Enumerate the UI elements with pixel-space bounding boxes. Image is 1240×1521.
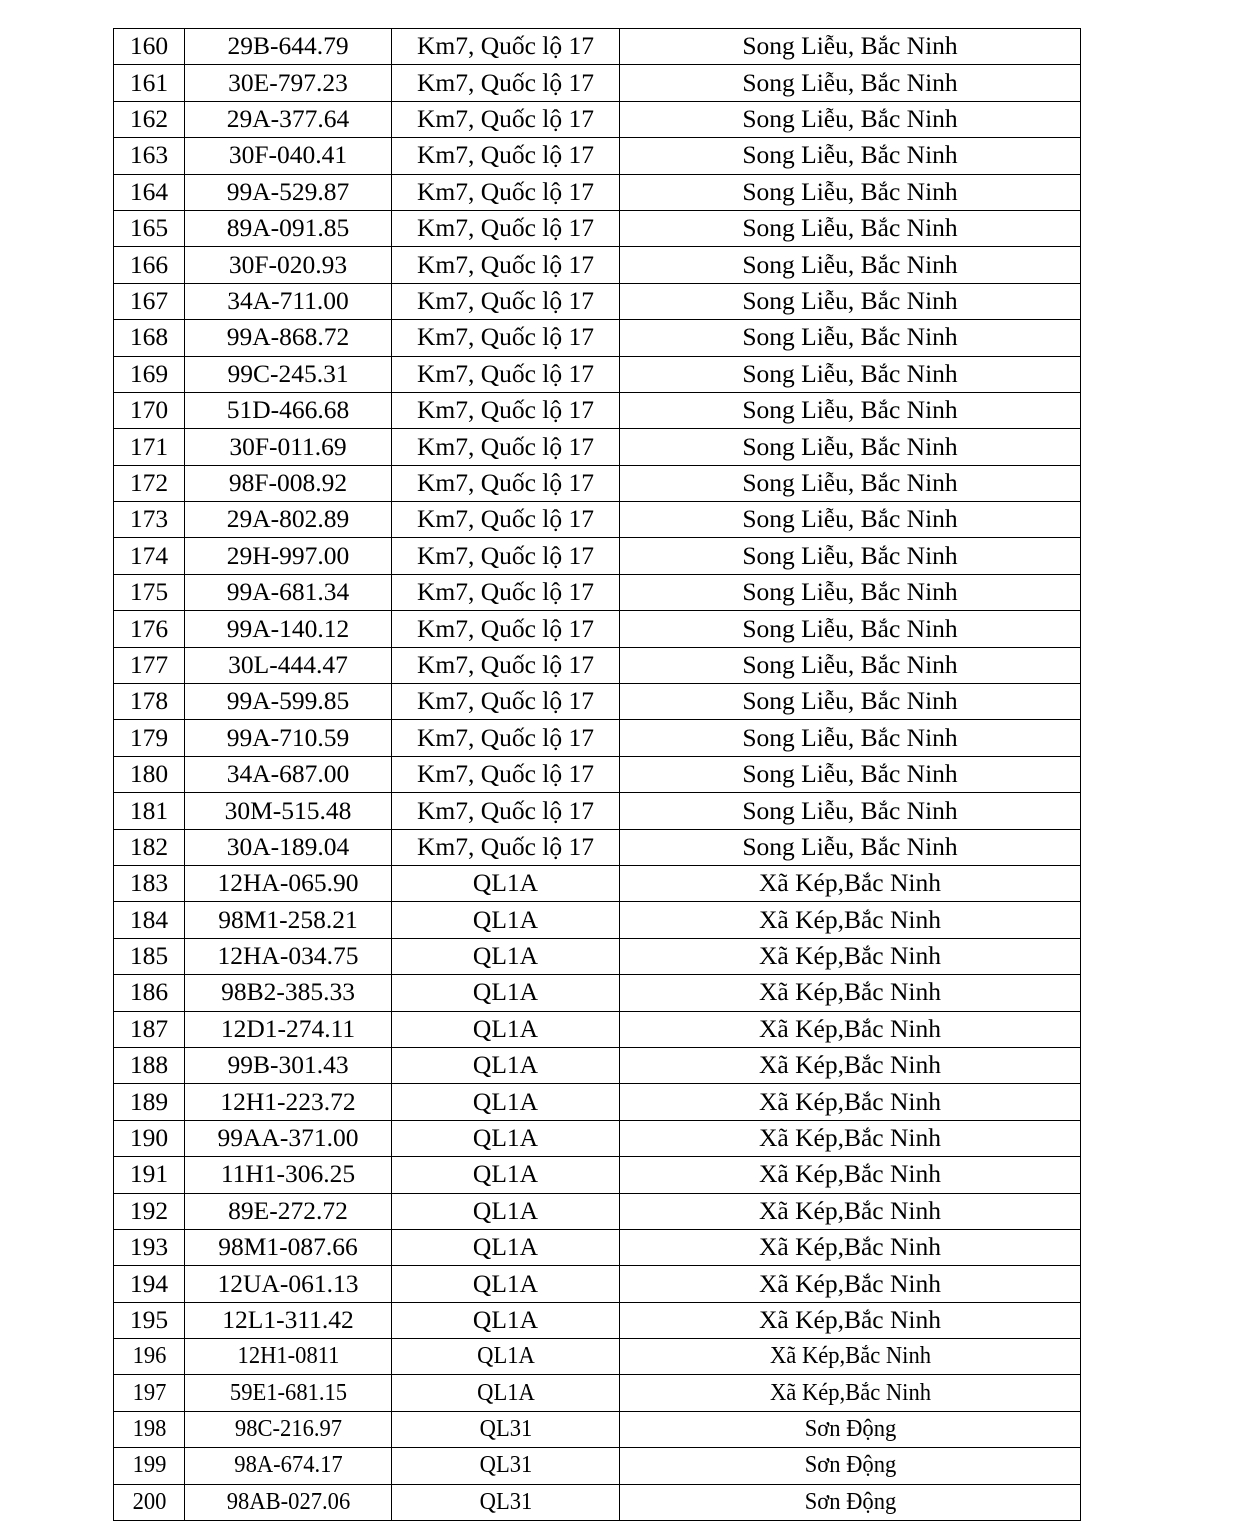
table-row — [114, 938, 1081, 974]
cell-road-location: Km7, Quốc lộ 17 — [392, 756, 620, 792]
cell-administrative-area: Song Liễu, Bắc Ninh — [620, 392, 1081, 428]
cell-serial-number: 169 — [114, 356, 185, 392]
cell-license-plate: 98M1-087.66 — [185, 1229, 392, 1265]
cell-road-location: Km7, Quốc lộ 17 — [392, 429, 620, 465]
cell-license-plate: 29H-997.00 — [185, 538, 392, 574]
cell-license-plate: 98AB-027.06 — [191, 1484, 386, 1520]
table-row — [114, 1266, 1081, 1302]
cell-serial-number: 166 — [114, 247, 185, 283]
cell-serial-number: 182 — [114, 829, 185, 865]
cell-license-plate: 99AA-371.00 — [185, 1120, 392, 1156]
cell-serial-number: 181 — [114, 793, 185, 829]
cell-serial-number: 183 — [114, 865, 185, 901]
table-row — [114, 1229, 1081, 1265]
table-row — [114, 29, 1081, 65]
cell-license-plate: 12H1-223.72 — [185, 1084, 392, 1120]
cell-license-plate: 99A-710.59 — [185, 720, 392, 756]
cell-administrative-area: Xã Kép,Bắc Ninh — [620, 1084, 1081, 1120]
cell-administrative-area: Xã Kép,Bắc Ninh — [620, 1047, 1081, 1083]
table-row — [114, 138, 1081, 174]
cell-road-location: Km7, Quốc lộ 17 — [392, 174, 620, 210]
cell-serial-number: 198 — [116, 1411, 183, 1447]
cell-serial-number: 189 — [114, 1084, 185, 1120]
cell-road-location: Km7, Quốc lộ 17 — [392, 247, 620, 283]
cell-serial-number: 178 — [114, 684, 185, 720]
cell-road-location: Km7, Quốc lộ 17 — [392, 356, 620, 392]
cell-serial-number: 167 — [114, 283, 185, 319]
cell-license-plate: 51D-466.68 — [185, 392, 392, 428]
table-row — [114, 65, 1081, 101]
cell-serial-number: 171 — [114, 429, 185, 465]
cell-road-location: QL1A — [392, 1120, 620, 1156]
cell-license-plate: 30F-011.69 — [185, 429, 392, 465]
table-row — [114, 611, 1081, 647]
cell-administrative-area: Song Liễu, Bắc Ninh — [620, 29, 1081, 65]
cell-road-location: Km7, Quốc lộ 17 — [392, 647, 620, 683]
cell-administrative-area: Song Liễu, Bắc Ninh — [620, 283, 1081, 319]
cell-administrative-area: Xã Kép,Bắc Ninh — [633, 1339, 1066, 1375]
cell-license-plate: 30A-189.04 — [185, 829, 392, 865]
table-row — [114, 1484, 1081, 1520]
cell-administrative-area: Song Liễu, Bắc Ninh — [620, 684, 1081, 720]
cell-administrative-area: Sơn Động — [633, 1484, 1066, 1520]
cell-administrative-area: Song Liễu, Bắc Ninh — [620, 538, 1081, 574]
cell-administrative-area: Xã Kép,Bắc Ninh — [620, 975, 1081, 1011]
cell-administrative-area: Xã Kép,Bắc Ninh — [620, 902, 1081, 938]
cell-road-location: QL1A — [398, 1375, 612, 1411]
cell-serial-number: 162 — [114, 101, 185, 137]
cell-license-plate: 98B2-385.33 — [185, 975, 392, 1011]
cell-serial-number: 200 — [116, 1484, 183, 1520]
cell-license-plate: 12L1-311.42 — [185, 1302, 392, 1338]
cell-administrative-area: Xã Kép,Bắc Ninh — [620, 938, 1081, 974]
cell-administrative-area: Xã Kép,Bắc Ninh — [620, 1120, 1081, 1156]
table-row — [114, 356, 1081, 392]
cell-license-plate: 12D1-274.11 — [185, 1011, 392, 1047]
table-row — [114, 1302, 1081, 1338]
table-row — [114, 1120, 1081, 1156]
cell-road-location: Km7, Quốc lộ 17 — [392, 283, 620, 319]
cell-serial-number: 194 — [114, 1266, 185, 1302]
cell-serial-number: 170 — [114, 392, 185, 428]
table-row — [114, 392, 1081, 428]
table-row — [114, 283, 1081, 319]
cell-road-location: QL31 — [398, 1484, 612, 1520]
table-row — [114, 829, 1081, 865]
cell-administrative-area: Song Liễu, Bắc Ninh — [620, 647, 1081, 683]
cell-road-location: QL1A — [392, 1229, 620, 1265]
cell-license-plate: 29B-644.79 — [185, 29, 392, 65]
cell-license-plate: 98F-008.92 — [185, 465, 392, 501]
cell-road-location: QL1A — [392, 865, 620, 901]
cell-license-plate: 29A-377.64 — [185, 101, 392, 137]
cell-administrative-area: Song Liễu, Bắc Ninh — [620, 65, 1081, 101]
table-row — [114, 975, 1081, 1011]
cell-serial-number: 196 — [116, 1339, 183, 1375]
cell-administrative-area: Xã Kép,Bắc Ninh — [620, 1193, 1081, 1229]
cell-serial-number: 168 — [114, 320, 185, 356]
table-row — [114, 1411, 1081, 1447]
cell-road-location: Km7, Quốc lộ 17 — [392, 574, 620, 610]
cell-license-plate: 99A-599.85 — [185, 684, 392, 720]
table-row — [114, 1193, 1081, 1229]
cell-serial-number: 173 — [114, 502, 185, 538]
table-row — [114, 1084, 1081, 1120]
cell-license-plate: 30L-444.47 — [185, 647, 392, 683]
cell-administrative-area: Xã Kép,Bắc Ninh — [620, 1157, 1081, 1193]
cell-administrative-area: Song Liễu, Bắc Ninh — [620, 756, 1081, 792]
cell-administrative-area: Song Liễu, Bắc Ninh — [620, 210, 1081, 246]
cell-license-plate: 11H1-306.25 — [185, 1157, 392, 1193]
cell-serial-number: 179 — [114, 720, 185, 756]
cell-administrative-area: Xã Kép,Bắc Ninh — [620, 865, 1081, 901]
cell-administrative-area: Song Liễu, Bắc Ninh — [620, 829, 1081, 865]
cell-road-location: QL1A — [392, 1302, 620, 1338]
cell-administrative-area: Song Liễu, Bắc Ninh — [620, 320, 1081, 356]
cell-license-plate: 12H1-0811 — [191, 1339, 386, 1375]
cell-road-location: QL1A — [392, 1011, 620, 1047]
cell-road-location: Km7, Quốc lộ 17 — [392, 684, 620, 720]
cell-serial-number: 188 — [114, 1047, 185, 1083]
cell-license-plate: 30E-797.23 — [185, 65, 392, 101]
cell-road-location: Km7, Quốc lộ 17 — [392, 720, 620, 756]
cell-license-plate: 99A-529.87 — [185, 174, 392, 210]
cell-road-location: QL1A — [392, 902, 620, 938]
table-row — [114, 538, 1081, 574]
table-row — [114, 720, 1081, 756]
cell-license-plate: 30F-040.41 — [185, 138, 392, 174]
cell-license-plate: 59E1-681.15 — [191, 1375, 386, 1411]
cell-license-plate: 30M-515.48 — [185, 793, 392, 829]
cell-serial-number: 176 — [114, 611, 185, 647]
cell-administrative-area: Sơn Động — [633, 1448, 1066, 1484]
cell-license-plate: 98M1-258.21 — [185, 902, 392, 938]
cell-road-location: QL1A — [398, 1339, 612, 1375]
cell-license-plate: 12UA-061.13 — [185, 1266, 392, 1302]
table-row — [114, 247, 1081, 283]
cell-serial-number: 161 — [114, 65, 185, 101]
table-row — [114, 502, 1081, 538]
cell-road-location: Km7, Quốc lộ 17 — [392, 65, 620, 101]
cell-administrative-area: Song Liễu, Bắc Ninh — [620, 138, 1081, 174]
cell-road-location: QL1A — [392, 1084, 620, 1120]
cell-serial-number: 164 — [114, 174, 185, 210]
cell-license-plate: 99A-140.12 — [185, 611, 392, 647]
table-row — [114, 1011, 1081, 1047]
table-row — [114, 1339, 1081, 1375]
cell-road-location: Km7, Quốc lộ 17 — [392, 465, 620, 501]
table-row — [114, 210, 1081, 246]
cell-license-plate: 99C-245.31 — [185, 356, 392, 392]
cell-road-location: Km7, Quốc lộ 17 — [392, 611, 620, 647]
cell-road-location: QL31 — [398, 1411, 612, 1447]
table-row — [114, 756, 1081, 792]
table-container — [113, 28, 1080, 1521]
cell-serial-number: 187 — [114, 1011, 185, 1047]
table-row — [114, 902, 1081, 938]
cell-serial-number: 180 — [114, 756, 185, 792]
cell-road-location: Km7, Quốc lộ 17 — [392, 538, 620, 574]
cell-serial-number: 160 — [114, 29, 185, 65]
cell-administrative-area: Song Liễu, Bắc Ninh — [620, 793, 1081, 829]
cell-serial-number: 193 — [114, 1229, 185, 1265]
table-row — [114, 865, 1081, 901]
cell-administrative-area: Sơn Động — [633, 1411, 1066, 1447]
cell-road-location: Km7, Quốc lộ 17 — [392, 210, 620, 246]
cell-license-plate: 12HA-034.75 — [185, 938, 392, 974]
cell-license-plate: 89A-091.85 — [185, 210, 392, 246]
cell-administrative-area: Xã Kép,Bắc Ninh — [620, 1302, 1081, 1338]
cell-administrative-area: Xã Kép,Bắc Ninh — [620, 1266, 1081, 1302]
table-row — [114, 647, 1081, 683]
table-row — [114, 1375, 1081, 1411]
table-row — [114, 1157, 1081, 1193]
cell-license-plate: 34A-711.00 — [185, 283, 392, 319]
table-row — [114, 101, 1081, 137]
cell-road-location: Km7, Quốc lộ 17 — [392, 793, 620, 829]
cell-serial-number: 197 — [116, 1375, 183, 1411]
cell-serial-number: 172 — [114, 465, 185, 501]
cell-road-location: QL31 — [398, 1448, 612, 1484]
cell-serial-number: 177 — [114, 647, 185, 683]
cell-administrative-area: Song Liễu, Bắc Ninh — [620, 574, 1081, 610]
table-body — [114, 29, 1081, 1521]
cell-administrative-area: Xã Kép,Bắc Ninh — [620, 1229, 1081, 1265]
cell-administrative-area: Song Liễu, Bắc Ninh — [620, 429, 1081, 465]
cell-administrative-area: Song Liễu, Bắc Ninh — [620, 101, 1081, 137]
cell-license-plate: 89E-272.72 — [185, 1193, 392, 1229]
cell-administrative-area: Song Liễu, Bắc Ninh — [620, 174, 1081, 210]
cell-serial-number: 175 — [114, 574, 185, 610]
table-row — [114, 793, 1081, 829]
cell-license-plate: 29A-802.89 — [185, 502, 392, 538]
cell-license-plate: 99A-868.72 — [185, 320, 392, 356]
cell-road-location: Km7, Quốc lộ 17 — [392, 320, 620, 356]
cell-license-plate: 98C-216.97 — [191, 1411, 386, 1447]
cell-road-location: QL1A — [392, 975, 620, 1011]
cell-serial-number: 190 — [114, 1120, 185, 1156]
cell-road-location: QL1A — [392, 1193, 620, 1229]
cell-administrative-area: Song Liễu, Bắc Ninh — [620, 356, 1081, 392]
cell-serial-number: 185 — [114, 938, 185, 974]
cell-license-plate: 12HA-065.90 — [185, 865, 392, 901]
cell-road-location: Km7, Quốc lộ 17 — [392, 29, 620, 65]
cell-license-plate: 99A-681.34 — [185, 574, 392, 610]
cell-road-location: QL1A — [392, 938, 620, 974]
table-row — [114, 684, 1081, 720]
cell-road-location: Km7, Quốc lộ 17 — [392, 101, 620, 137]
cell-road-location: QL1A — [392, 1157, 620, 1193]
cell-serial-number: 191 — [114, 1157, 185, 1193]
cell-administrative-area: Song Liễu, Bắc Ninh — [620, 720, 1081, 756]
table-row — [114, 320, 1081, 356]
cell-road-location: Km7, Quốc lộ 17 — [392, 392, 620, 428]
cell-road-location: Km7, Quốc lộ 17 — [392, 138, 620, 174]
cell-administrative-area: Song Liễu, Bắc Ninh — [620, 611, 1081, 647]
cell-road-location: QL1A — [392, 1266, 620, 1302]
table-row — [114, 174, 1081, 210]
cell-serial-number: 163 — [114, 138, 185, 174]
cell-road-location: Km7, Quốc lộ 17 — [392, 829, 620, 865]
table-row — [114, 465, 1081, 501]
cell-administrative-area: Song Liễu, Bắc Ninh — [620, 247, 1081, 283]
table-row — [114, 1448, 1081, 1484]
cell-administrative-area: Xã Kép,Bắc Ninh — [633, 1375, 1066, 1411]
cell-serial-number: 199 — [116, 1448, 183, 1484]
cell-serial-number: 186 — [114, 975, 185, 1011]
cell-license-plate: 99B-301.43 — [185, 1047, 392, 1083]
cell-serial-number: 174 — [114, 538, 185, 574]
cell-license-plate: 34A-687.00 — [185, 756, 392, 792]
cell-license-plate: 98A-674.17 — [191, 1448, 386, 1484]
cell-administrative-area: Xã Kép,Bắc Ninh — [620, 1011, 1081, 1047]
cell-road-location: QL1A — [392, 1047, 620, 1083]
cell-serial-number: 195 — [114, 1302, 185, 1338]
cell-serial-number: 184 — [114, 902, 185, 938]
table-row — [114, 429, 1081, 465]
cell-administrative-area: Song Liễu, Bắc Ninh — [620, 502, 1081, 538]
cell-license-plate: 30F-020.93 — [185, 247, 392, 283]
cell-serial-number: 165 — [114, 210, 185, 246]
cell-road-location: Km7, Quốc lộ 17 — [392, 502, 620, 538]
cell-administrative-area: Song Liễu, Bắc Ninh — [620, 465, 1081, 501]
table-row — [114, 1047, 1081, 1083]
cell-serial-number: 192 — [114, 1193, 185, 1229]
vehicle-violation-table — [113, 28, 1081, 1521]
table-row — [114, 574, 1081, 610]
